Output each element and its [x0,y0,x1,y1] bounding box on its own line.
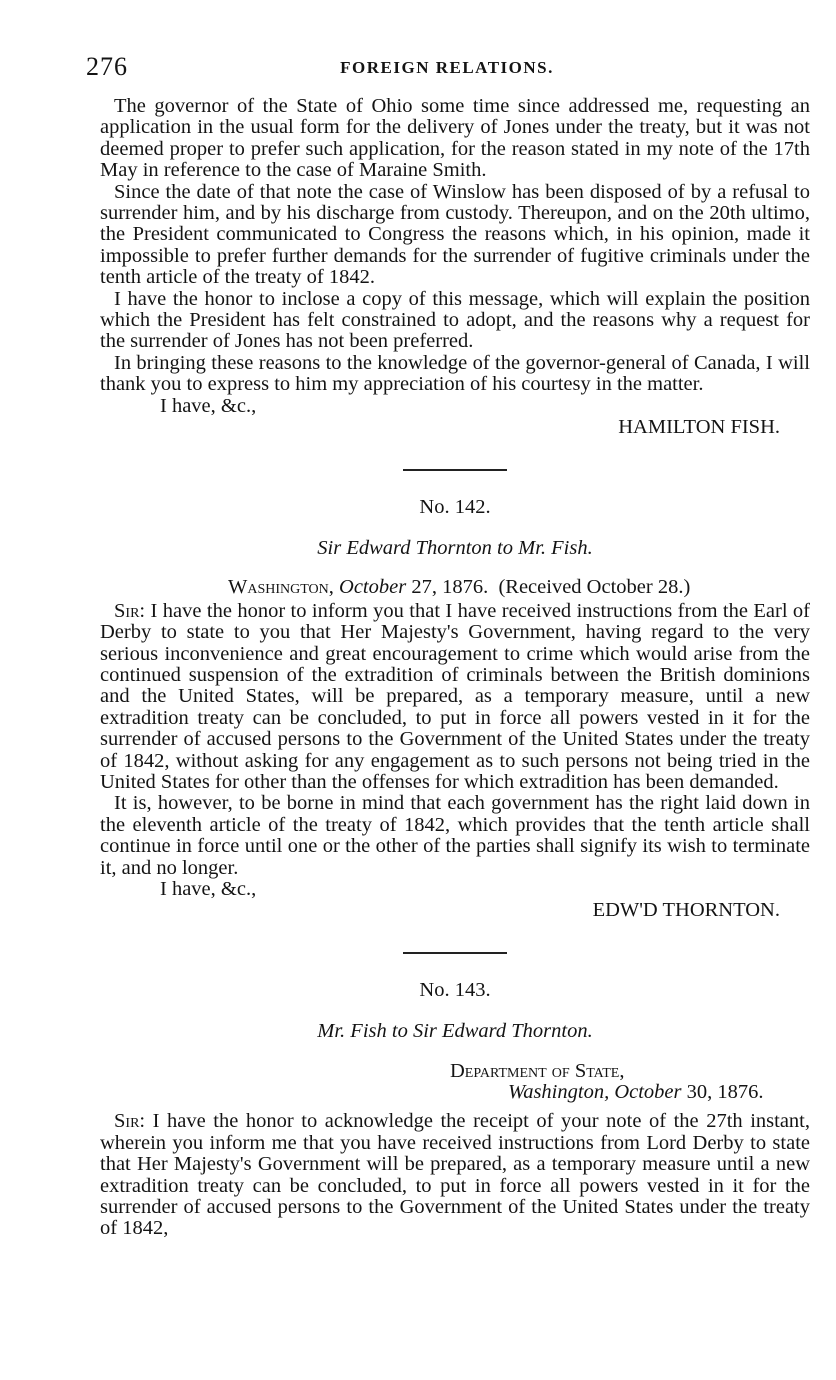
paragraph: The governor of the State of Ohio some time since addressed me, requesting an application in the usual form for the delivery of Jones under the treaty, but it was not deemed proper to prefer such application, for the reason stated in my note of the 17th May in reference to the case of Maraine Smith. [100,95,810,182]
closing: I have, &c., [160,394,257,417]
place-date: Washington, October [508,1081,682,1104]
department-line: Department of State, [450,1059,625,1082]
document-number: No. 143. [419,978,491,1001]
closing: I have, &c., [160,878,257,900]
paragraph [100,601,810,794]
date-month: October [339,576,407,599]
signature: EDW'D THORNTON. [592,899,780,922]
paragraph-text: I have the honor to acknowledge the receipt of your note of the 27th instant, wherein you inform me that you have received instructions from Lord Derby to state that Her Majesty's Government will be prepared, as a temporary measure until a new extradition treaty can be concluded, to put in force all powers vested in it for the surrender of accused persons to the Government of the United States under the treaty of 1842, [100,1110,810,1240]
paragraph: I have the honor to inclose a copy of this message, which will explain the position which the President has felt constrained to adopt, and the reasons why a request for the surrender of Jones has not been preferred. [100,287,810,353]
paragraph: In bringing these reasons to the knowledge of the governor-general of Canada, I will thank you to express to him my appreciation of his courtesy in the matter. [100,351,810,396]
place: Washington, [228,576,334,599]
date-rest: 30, 1876. [686,1081,764,1104]
salutation: Sir: [114,1110,146,1133]
salutation: Sir: [114,599,146,622]
paragraph: It is, however, to be borne in mind that each government has the right laid down in the eleventh article of the treaty of 1842, which provides that the tenth article shall continue in force until one or the other of the parties shall signify its wish to terminate it, and no longer. [100,792,810,879]
letter-title: Sir Edward Thornton to Mr. Fish. [317,536,593,559]
dateline [100,577,810,598]
section-divider [403,952,507,954]
paragraph-text: I have the honor to inform you that I have received instructions from the Earl of Derby to state to you that Her Majesty's Government, having regard to the very serious inconvenience and great encouragement to crime which would arise from the continued suspension of the extradition of criminals between the British dominions and the United States, will be prepared, as a temporary measure, until a new extradition treaty can be concluded, to put in force all powers vested in it for the surrender of accused persons to the Government of the United States under the treaty of 1842, without asking for any engagement as to such persons not being tried in the United States for other than the offenses for which extradition has been demanded. [100,599,810,793]
section-divider [403,469,507,471]
paragraph [100,1111,810,1239]
date-rest: 27, 1876. [411,576,489,599]
document-body [100,96,810,1240]
letter-title: Mr. Fish to Sir Edward Thornton. [317,1020,593,1043]
signature: HAMILTON FISH. [618,416,780,439]
running-title: FOREIGN RELATIONS. [340,58,554,77]
page-number: 276 [86,52,128,81]
paragraph: Since the date of that note the case of Winslow has been disposed of by a refusal to surrender him, and by his discharge from custody. Thereupon, and on the 20th ultimo, the President communicated to Congress the reasons which, in his opinion, made it impossible to prefer further demands for the surrender of fugitive criminals under the tenth article of the treaty of 1842. [100,180,810,289]
document-number: No. 142. [419,495,491,518]
place-date-line [100,1082,810,1103]
page-header [86,52,808,82]
received-note: (Received October 28.) [498,576,691,599]
